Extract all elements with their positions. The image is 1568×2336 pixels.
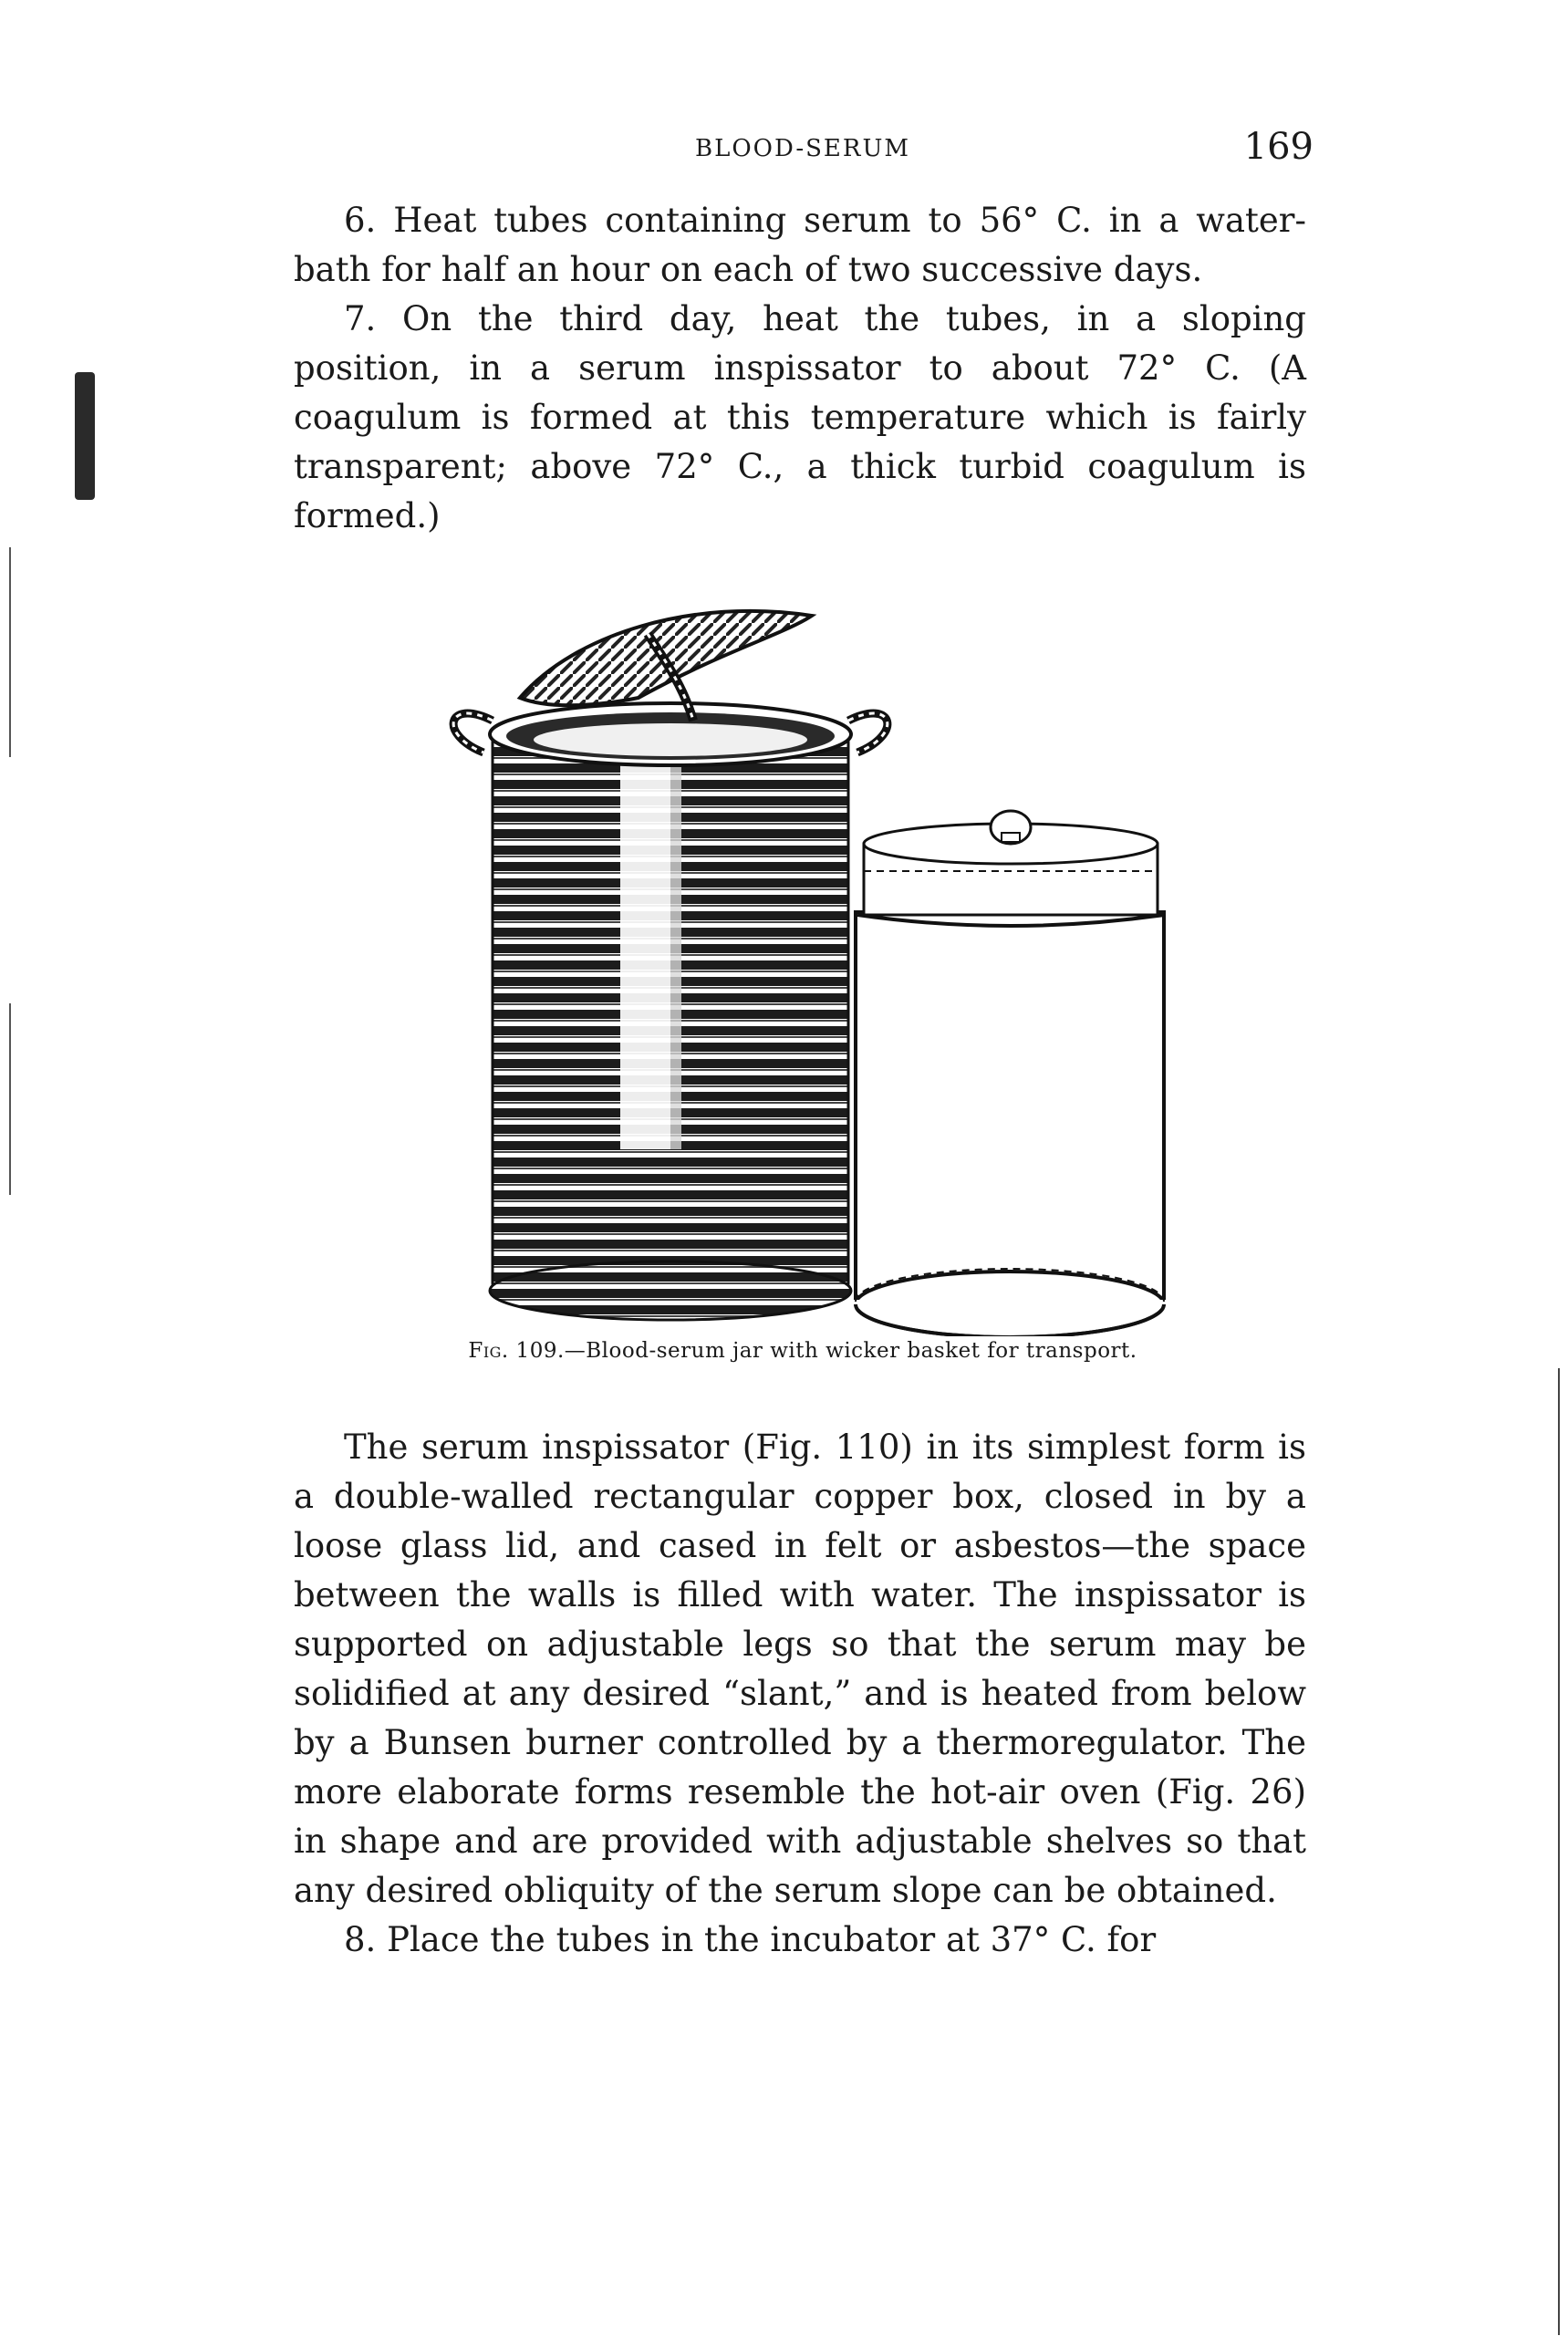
glass-jar [848, 811, 1177, 1336]
paragraph-step-7: 7. On the third day, heat the tubes, in a sloping position, in a serum inspissator to about 72° C. (A coagulum is formed at this temperature which is fairly transparent; above 72° C., a thick turbid coagulum is formed.) [294, 299, 1306, 535]
running-head [292, 126, 1314, 171]
top-text-block [294, 196, 1306, 541]
running-head-title: BLOOD-SERUM [694, 135, 911, 162]
paragraph-step-8: 8. Place the tubes in the incubator at 37° C. for [344, 1920, 1157, 1959]
wicker-basket [453, 703, 888, 1320]
figure-label: Fig. 109. [468, 1339, 565, 1363]
page-number: 169 [1243, 126, 1314, 168]
paragraph-step-6: 6. Heat tubes containing serum to 56° C. in a water-bath for half an hour on each of two successive days. [294, 201, 1306, 289]
scan-edge-line [9, 547, 11, 757]
scan-edge-mark [75, 372, 95, 500]
paragraph-inspissator: The serum inspissator (Fig. 110) in its simplest form is a double-walled rectangular copper box, closed in by a loose glass lid, and cased in felt or asbestos—the space between the walls is filled with water. The inspissator is supported on adjustable legs so that the serum may be solidified at any desired “slant,” and is heated from below by a Bunsen burner controlled by a thermoregulator. The more elaborate forms resemble the hot-air oven (Fig. 26) in shape and are provided with adjustable shelves so that any desired obliquity of the serum slope can be obtained. [294, 1428, 1306, 1910]
blood-serum-jar-illustration [420, 597, 1186, 1336]
scan-edge-line [9, 1003, 11, 1195]
figure-caption [292, 1339, 1314, 1363]
figure-caption-text: —Blood-serum jar with wicker basket for transport. [564, 1339, 1137, 1363]
scan-edge-line [1558, 1368, 1560, 2335]
bottom-text-block [294, 1423, 1306, 1965]
figure-illustration [420, 597, 1186, 1336]
